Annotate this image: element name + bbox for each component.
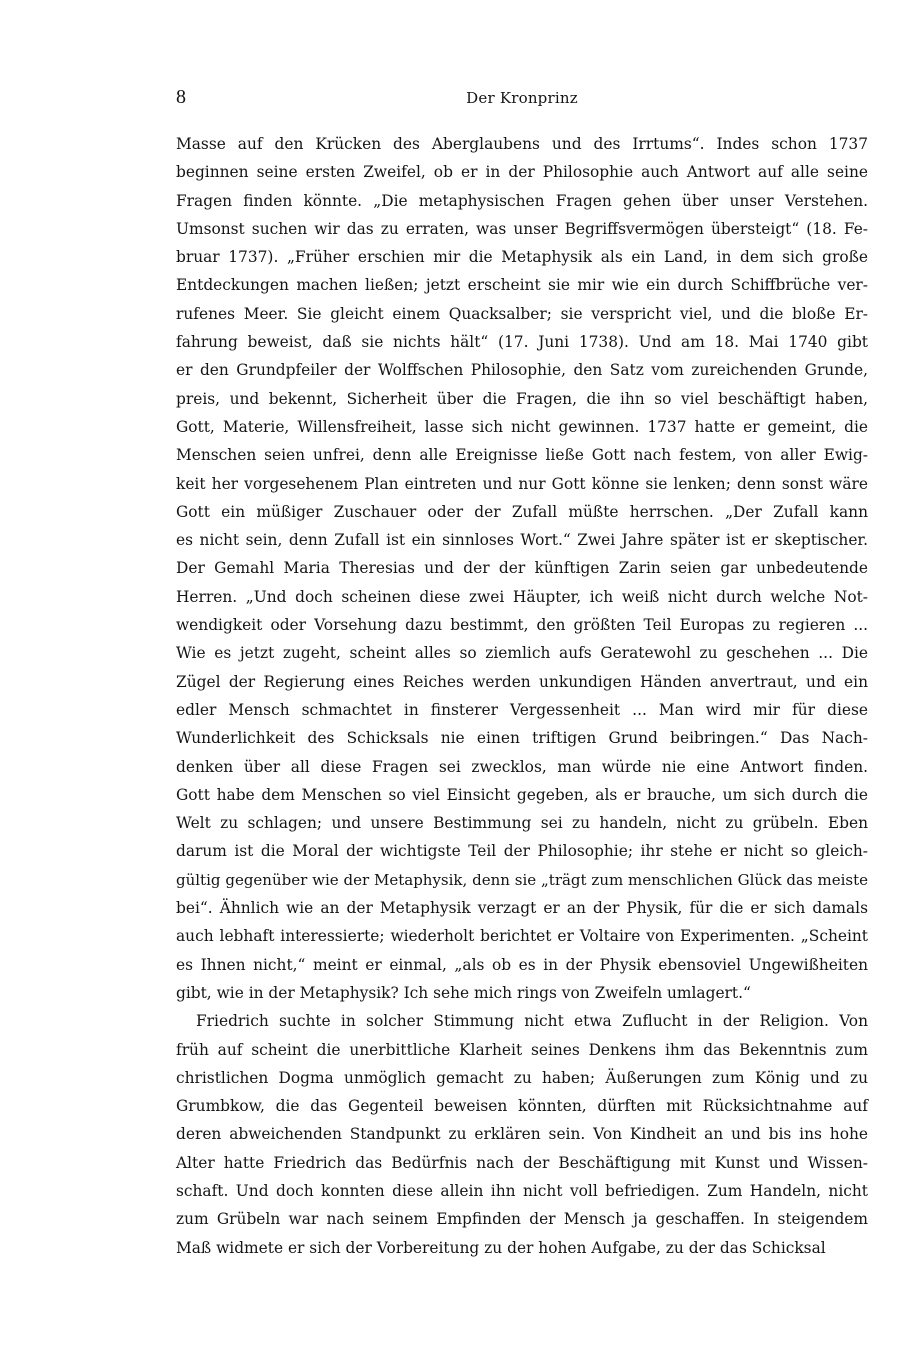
text-line: edler Mensch schmachtet in finsterer Vergessenheit ... Man wird mir für diese	[176, 700, 868, 719]
text-line: Der Gemahl Maria Theresias und der der künftigen Zarin seien gar unbedeutende	[176, 559, 868, 578]
text-line: christlichen Dogma unmöglich gemacht zu haben; Äußerungen zum König und zu	[176, 1068, 868, 1087]
page-number: 8	[176, 86, 186, 108]
page-header	[176, 86, 868, 116]
text-line: Zügel der Regierung eines Reiches werden unkundigen Händen anvertraut, und ein	[176, 672, 868, 691]
text-line: es Ihnen nicht,“ meint er einmal, „als ob es in der Physik ebensoviel Ungewißheiten	[176, 955, 868, 974]
text-line: denken über all diese Fragen sei zwecklos, man würde nie eine Antwort finden.	[176, 757, 868, 776]
text-line: früh auf scheint die unerbittliche Klarheit seines Denkens ihm das Bekenntnis zum	[176, 1040, 868, 1059]
text-line: schaft. Und doch konnten diese allein ihn nicht voll befriedigen. Zum Handeln, nicht	[176, 1181, 868, 1200]
text-line: zum Grübeln war nach seinem Empfinden der Mensch ja geschaffen. In steigendem	[176, 1210, 868, 1229]
text-line: gültig gegenüber wie der Metaphysik, denn sie „trägt zum menschlichen Glück das meiste	[176, 870, 868, 889]
text-line: auch lebhaft interessierte; wiederholt berichtet er Voltaire von Experimenten. „Scheint	[176, 927, 868, 946]
text-line: Friedrich suchte in solcher Stimmung nicht etwa Zuflucht in der Religion. Von	[196, 1012, 868, 1031]
text-line: preis, und bekennt, Sicherheit über die Fragen, die ihn so viel beschäftigt haben,	[176, 389, 868, 408]
text-line: keit her vorgesehenem Plan eintreten und nur Gott könne sie lenken; denn sonst wäre	[176, 474, 868, 493]
text-line: Wie es jetzt zugeht, scheint alles so ziemlich aufs Geratewohl zu geschehen ... Die	[176, 644, 868, 663]
text-line: er den Grundpfeiler der Wolffschen Philosophie, den Satz vom zureichenden Grunde,	[176, 361, 868, 380]
text-line: fahrung beweist, daß sie nichts hält“ (17. Juni 1738). Und am 18. Mai 1740 gibt	[176, 333, 868, 352]
text-line: Fragen finden könnte. „Die metaphysischen Fragen gehen über unser Verstehen.	[176, 191, 868, 210]
text-line: Herren. „Und doch scheinen diese zwei Häupter, ich weiß nicht durch welche Not-	[176, 587, 868, 606]
text-line: Menschen seien unfrei, denn alle Ereignisse ließe Gott nach festem, von aller Ewig-	[176, 446, 868, 465]
text-line: Alter hatte Friedrich das Bedürfnis nach der Beschäftigung mit Kunst und Wissen-	[176, 1153, 868, 1172]
text-line: Entdeckungen machen ließen; jetzt erscheint sie mir wie ein durch Schiffbrüche ver-	[176, 276, 868, 295]
text-line: wendigkeit oder Vorsehung dazu bestimmt, den größten Teil Europas zu regieren ...	[176, 616, 868, 635]
text-line: Gott, Materie, Willensfreiheit, lasse sich nicht gewinnen. 1737 hatte er gemeint, die	[176, 417, 868, 436]
text-line: es nicht sein, denn Zufall ist ein sinnloses Wort.“ Zwei Jahre später ist er skeptischer.	[176, 531, 868, 550]
text-line: Gott habe dem Menschen so viel Einsicht gegeben, als er brauche, um sich durch die	[176, 785, 868, 804]
text-line: deren abweichenden Standpunkt zu erklären sein. Von Kindheit an und bis ins hohe	[176, 1125, 868, 1144]
text-line: Gott ein müßiger Zuschauer oder der Zufall müßte herrschen. „Der Zufall kann	[176, 502, 868, 521]
paragraph	[176, 1007, 868, 1262]
body-text	[176, 130, 868, 1262]
text-line: bei“. Ähnlich wie an der Metaphysik verzagt er an der Physik, für die er sich damals	[176, 899, 868, 918]
text-line: Masse auf den Krücken des Aberglaubens und des Irrtums“. Indes schon 1737	[176, 135, 868, 153]
text-line: beginnen seine ersten Zweifel, ob er in der Philosophie auch Antwort auf alle seine	[176, 163, 868, 182]
text-line: bruar 1737). „Früher erschien mir die Metaphysik als ein Land, in dem sich große	[176, 248, 868, 267]
text-line: Wunderlichkeit des Schicksals nie einen triftigen Grund beibringen.“ Das Nach-	[176, 729, 868, 748]
text-line: rufenes Meer. Sie gleicht einem Quacksalber; sie verspricht viel, und die bloße Er-	[176, 304, 868, 323]
text-line: Welt zu schlagen; und unsere Bestimmung sei zu handeln, nicht zu grübeln. Eben	[176, 814, 868, 833]
text-line: Umsonst suchen wir das zu erraten, was unser Begriffsvermögen übersteigt“ (18. Fe-	[176, 219, 868, 238]
text-line: Grumbkow, die das Gegenteil beweisen könnten, dürften mit Rücksichtnahme auf	[176, 1097, 868, 1116]
text-line: Maß widmete er sich der Vorbereitung zu der hohen Aufgabe, zu der das Schicksal	[176, 1238, 826, 1257]
text-line: gibt, wie in der Metaphysik? Ich sehe mich rings von Zweifeln umlagert.“	[176, 983, 751, 1002]
text-line: darum ist die Moral der wichtigste Teil der Philosophie; ihr stehe er nicht so gleich-	[176, 842, 868, 861]
running-head: Der Kronprinz	[466, 89, 578, 107]
paragraph	[176, 130, 868, 1007]
